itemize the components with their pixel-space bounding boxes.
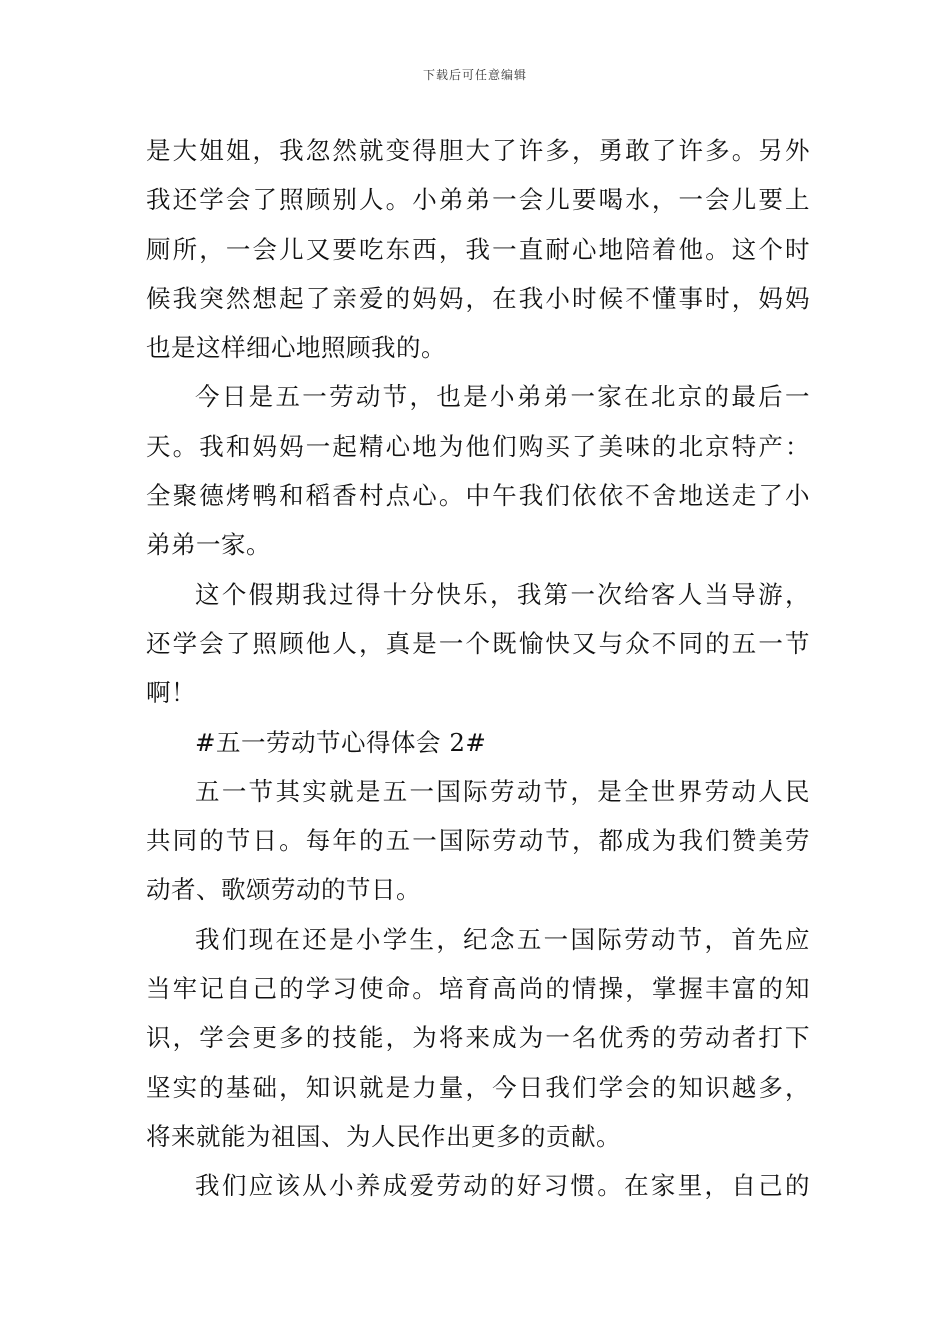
text-line: 坚实的基础，知识就是力量，今日我们学会的知识越多， bbox=[146, 1072, 810, 1102]
text-line: 今日是五一劳动节，也是小弟弟一家在北京的最后一 bbox=[195, 382, 810, 412]
text-line: 也是这样细心地照顾我的。 bbox=[146, 333, 446, 363]
text-line: 将来就能为祖国、为人民作出更多的贡献。 bbox=[146, 1121, 621, 1151]
text-line: 我们应该从小养成爱劳动的好习惯。在家里，自己的 bbox=[195, 1171, 810, 1201]
text-line: 是大姐姐，我忽然就变得胆大了许多，勇敢了许多。另外 bbox=[146, 136, 810, 165]
text-line: 我还学会了照顾别人。小弟弟一会儿要喝水，一会儿要上 bbox=[146, 185, 810, 215]
text-line: 识，学会更多的技能，为将来成为一名优秀的劳动者打下 bbox=[146, 1023, 810, 1053]
text-line: 弟弟一家。 bbox=[146, 530, 271, 560]
text-line: 当牢记自己的学习使命。培育高尚的情操，掌握丰富的知 bbox=[146, 974, 810, 1004]
page-header: 下载后可任意编辑 bbox=[422, 68, 527, 82]
text-line: 共同的节日。每年的五一国际劳动节，都成为我们赞美劳 bbox=[146, 826, 810, 856]
text-line: 全聚德烤鸭和稻香村点心。中午我们依依不舍地送走了小 bbox=[146, 481, 810, 511]
section-heading: #五一劳动节心得体会 2# bbox=[195, 727, 487, 757]
text-line: 我们现在还是小学生，纪念五一国际劳动节，首先应 bbox=[195, 924, 810, 954]
document-body bbox=[146, 126, 810, 1211]
text-line: 这个假期我过得十分快乐，我第一次给客人当导游， bbox=[195, 579, 810, 609]
text-line: 厕所，一会儿又要吃东西，我一直耐心地陪着他。这个时 bbox=[146, 234, 810, 264]
text-line: 五一节其实就是五一国际劳动节，是全世界劳动人民 bbox=[195, 776, 810, 806]
text-line: 还学会了照顾他人，真是一个既愉快又与众不同的五一节 bbox=[146, 628, 810, 658]
text-line: 候我突然想起了亲爱的妈妈，在我小时候不懂事时，妈妈 bbox=[146, 283, 810, 313]
text-line: 啊！ bbox=[146, 678, 196, 708]
text-line: 天。我和妈妈一起精心地为他们购买了美味的北京特产： bbox=[146, 431, 810, 461]
text-line: 动者、歌颂劳动的节日。 bbox=[146, 875, 421, 905]
